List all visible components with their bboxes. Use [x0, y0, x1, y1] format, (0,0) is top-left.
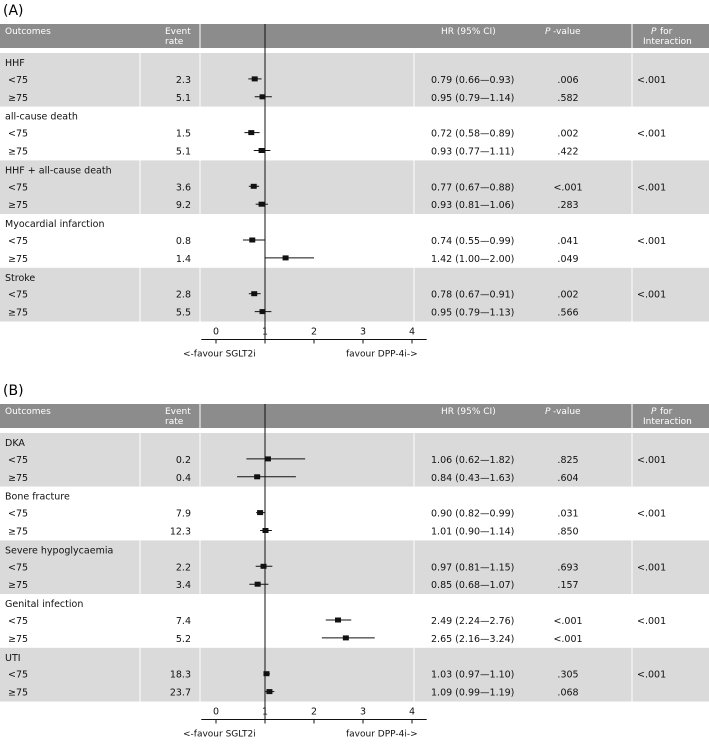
hr-ci-text: 1.42 (1.00—2.00): [431, 253, 515, 265]
x-axis-tick-label: 3: [359, 326, 367, 338]
hr-ci-text: 1.01 (0.90—1.14): [431, 526, 515, 538]
p-value: .693: [557, 562, 579, 574]
p-value: .850: [557, 526, 579, 538]
p-value: .157: [557, 580, 579, 592]
subgroup-label: ≥75: [8, 687, 29, 699]
event-rate-value: 2.8: [175, 289, 191, 301]
group-name: Severe hypoglycaemia: [5, 545, 114, 557]
group-band: [0, 594, 709, 648]
subgroup-label: <75: [8, 236, 29, 247]
group-band: [0, 214, 709, 268]
subgroup-label: <75: [8, 289, 29, 301]
hr-ci-text: 0.93 (0.77—1.11): [431, 146, 515, 158]
hr-ci-text: 2.65 (2.16—3.24): [431, 633, 515, 645]
header-interaction-p: P: [651, 27, 657, 37]
header-pvalue-p: P: [545, 407, 551, 417]
group-band: [0, 268, 709, 322]
p-value: .566: [557, 307, 579, 319]
event-rate-value: 3.6: [175, 182, 191, 194]
event-rate-value: 2.2: [175, 562, 191, 574]
panel-label: (B): [3, 383, 24, 399]
p-value: .006: [557, 74, 579, 86]
hr-ci-text: 0.85 (0.68—1.07): [431, 580, 515, 592]
hr-ci-text: 0.78 (0.67—0.91): [431, 289, 515, 301]
subgroup-label: ≥75: [8, 472, 29, 484]
p-value: <.001: [553, 616, 583, 627]
p-interaction-value: <.001: [637, 289, 667, 301]
p-value: .283: [557, 200, 579, 212]
p-interaction-value: <.001: [637, 182, 667, 194]
event-rate-value: 5.1: [175, 92, 191, 104]
header-interaction-word: Interaction: [643, 417, 692, 427]
hr-ci-text: 0.95 (0.79—1.14): [431, 92, 515, 104]
favour-right-label: favour DPP-4i->: [346, 349, 418, 360]
group-name: all-cause death: [5, 111, 78, 123]
header-outcomes: Outcomes: [5, 407, 51, 417]
p-value: .582: [557, 92, 579, 104]
hr-point-marker: [283, 255, 289, 260]
hr-point-marker: [255, 582, 261, 587]
p-interaction-value: <.001: [637, 454, 667, 466]
header-interaction-p: P: [651, 407, 657, 417]
hr-point-marker: [251, 184, 257, 189]
p-value: <.001: [553, 182, 583, 194]
group-name: Genital infection: [5, 599, 84, 611]
group-name: Stroke: [5, 272, 36, 284]
event-rate-value: 1.5: [175, 128, 191, 140]
hr-point-marker: [248, 130, 254, 135]
p-value: .002: [557, 128, 579, 140]
panel-label: (A): [3, 3, 24, 19]
event-rate-value: 0.4: [175, 472, 191, 484]
header-event-rate-line2: rate: [165, 417, 184, 427]
event-rate-value: 9.2: [175, 200, 191, 212]
header-interaction-for: for: [660, 27, 673, 37]
hr-point-marker: [254, 474, 260, 479]
p-interaction-value: <.001: [637, 669, 667, 681]
p-interaction-value: <.001: [637, 616, 667, 627]
subgroup-label: <75: [8, 508, 29, 520]
subgroup-label: <75: [8, 128, 29, 140]
hr-ci-text: 0.93 (0.81—1.06): [431, 200, 515, 212]
favour-left-label: <-favour SGLT2i: [183, 349, 256, 360]
header-event-rate-line2: rate: [165, 37, 184, 47]
hr-ci-text: 0.79 (0.66—0.93): [431, 74, 515, 86]
subgroup-label: ≥75: [8, 92, 29, 104]
hr-ci-text: 0.77 (0.67—0.88): [431, 182, 515, 194]
subgroup-label: ≥75: [8, 526, 29, 538]
x-axis-tick-label: 2: [310, 326, 318, 338]
hr-ci-text: 0.97 (0.81—1.15): [431, 562, 515, 574]
subgroup-label: <75: [8, 182, 29, 194]
event-rate-value: 5.1: [175, 146, 191, 158]
x-axis-tick-label: 4: [408, 706, 416, 718]
hr-ci-text: 1.09 (0.99—1.19): [431, 687, 515, 699]
x-axis-tick-label: 2: [310, 706, 318, 718]
hr-point-marker: [266, 689, 272, 694]
hr-ci-text: 1.06 (0.62—1.82): [431, 454, 515, 466]
header-event-rate-line1: Event: [165, 27, 191, 37]
group-band: [0, 487, 709, 541]
hr-ci-text: 0.74 (0.55—0.99): [431, 236, 515, 247]
header-pvalue-rest: -value: [553, 27, 581, 37]
subgroup-label: ≥75: [8, 146, 29, 158]
header-pvalue-p: P: [545, 27, 551, 37]
p-interaction-value: <.001: [637, 74, 667, 86]
hr-ci-text: 2.49 (2.24—2.76): [431, 616, 515, 627]
subgroup-label: <75: [8, 669, 29, 681]
hr-point-marker: [265, 456, 271, 461]
event-rate-value: 0.2: [175, 454, 191, 466]
hr-point-marker: [259, 148, 265, 153]
p-interaction-value: <.001: [637, 508, 667, 520]
p-value: <.001: [553, 633, 583, 645]
header-interaction-word: Interaction: [643, 37, 692, 47]
p-value: .305: [557, 669, 579, 681]
x-axis-tick-label: 0: [212, 706, 220, 718]
event-rate-value: 0.8: [175, 236, 191, 247]
hr-point-marker: [252, 76, 258, 81]
hr-ci-text: 0.95 (0.79—1.13): [431, 307, 515, 319]
x-axis-tick-label: 4: [408, 326, 416, 338]
event-rate-value: 23.7: [169, 687, 191, 699]
p-interaction-value: <.001: [637, 236, 667, 247]
group-band: [0, 107, 709, 161]
group-name: Bone fracture: [5, 491, 70, 503]
hr-point-marker: [251, 291, 257, 296]
p-value: .422: [557, 146, 579, 158]
group-name: HHF: [5, 58, 25, 69]
header-outcomes: Outcomes: [5, 27, 51, 37]
event-rate-value: 3.4: [175, 580, 191, 592]
group-band: [0, 433, 709, 487]
header-bar: [0, 404, 709, 428]
hr-point-marker: [263, 671, 269, 676]
group-name: Myocardial infarction: [5, 219, 105, 231]
hr-point-marker: [249, 238, 255, 243]
favour-left-label: <-favour SGLT2i: [183, 729, 256, 740]
header-interaction-for: for: [660, 407, 673, 417]
subgroup-label: <75: [8, 74, 29, 86]
group-name: HHF + all-cause death: [5, 165, 112, 177]
p-value: .068: [557, 687, 579, 699]
hr-point-marker: [259, 202, 265, 207]
x-axis-tick-label: 1: [261, 326, 269, 338]
p-value: .002: [557, 289, 579, 301]
x-axis-tick-label: 1: [261, 706, 269, 718]
p-interaction-value: <.001: [637, 562, 667, 574]
subgroup-label: <75: [8, 616, 29, 627]
hr-point-marker: [257, 510, 263, 515]
header-hr: HR (95% CI): [441, 27, 496, 37]
event-rate-value: 12.3: [169, 526, 191, 538]
hr-ci-text: 1.03 (0.97—1.10): [431, 669, 515, 681]
p-value: .031: [557, 508, 579, 520]
x-axis-tick-label: 3: [359, 706, 367, 718]
hr-ci-text: 0.72 (0.58—0.89): [431, 128, 515, 140]
header-hr: HR (95% CI): [441, 407, 496, 417]
group-name: DKA: [5, 438, 25, 449]
favour-right-label: favour DPP-4i->: [346, 729, 418, 740]
p-value: .049: [557, 253, 579, 265]
p-value: .825: [557, 454, 579, 466]
group-band: [0, 53, 709, 107]
header-event-rate-line1: Event: [165, 407, 191, 417]
hr-ci-text: 0.84 (0.43—1.63): [431, 472, 515, 484]
hr-point-marker: [335, 618, 341, 623]
event-rate-value: 5.5: [175, 307, 191, 319]
event-rate-value: 1.4: [175, 253, 191, 265]
group-band: [0, 648, 709, 702]
hr-ci-text: 0.90 (0.82—0.99): [431, 508, 515, 520]
subgroup-label: ≥75: [8, 307, 29, 319]
group-name: UTI: [5, 652, 21, 664]
event-rate-value: 7.9: [175, 508, 191, 520]
event-rate-value: 5.2: [175, 633, 191, 645]
hr-point-marker: [261, 564, 267, 569]
subgroup-label: ≥75: [8, 633, 29, 645]
subgroup-label: ≥75: [8, 200, 29, 212]
subgroup-label: ≥75: [8, 253, 29, 265]
subgroup-label: <75: [8, 454, 29, 466]
header-pvalue-rest: -value: [553, 407, 581, 417]
event-rate-value: 18.3: [169, 669, 191, 681]
header-bar: [0, 24, 709, 48]
subgroup-label: ≥75: [8, 580, 29, 592]
hr-point-marker: [343, 635, 349, 640]
p-value: .604: [557, 472, 579, 484]
x-axis-tick-label: 0: [212, 326, 220, 338]
p-interaction-value: <.001: [637, 128, 667, 140]
event-rate-value: 7.4: [175, 616, 191, 627]
p-value: .041: [557, 236, 579, 247]
event-rate-value: 2.3: [175, 74, 191, 86]
subgroup-label: <75: [8, 562, 29, 574]
